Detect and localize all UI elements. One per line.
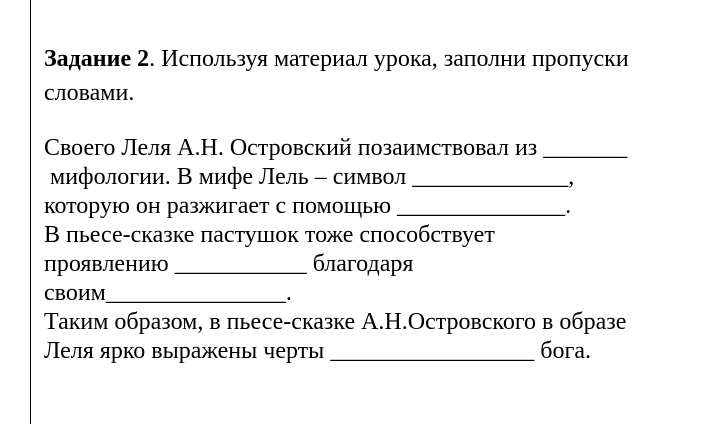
exercise-line: Своего Леля А.Н. Островский позаимствовал из _______ <box>44 135 628 161</box>
exercise-line: проявлению ___________ благодаря <box>44 251 414 277</box>
exercise-line: В пьесе-сказке пастушок тоже способствует <box>44 222 495 248</box>
exercise-text <box>44 134 704 366</box>
document-content <box>44 42 704 366</box>
page-left-border <box>30 0 31 424</box>
task-instruction: . Используя материал урока, заполни пропуски <box>149 46 629 72</box>
task-instruction-continued: словами. <box>44 80 135 106</box>
exercise-line: мифологии. В мифе Лель – символ _____________, <box>44 164 575 190</box>
task-heading <box>44 42 704 110</box>
exercise-line: Леля ярко выражены черты _________________ бога. <box>44 338 591 364</box>
exercise-line: которую он разжигает с помощью ______________. <box>44 193 572 219</box>
exercise-line: своим_______________. <box>44 280 292 306</box>
task-label: Задание 2 <box>44 46 150 72</box>
exercise-line: Таким образом, в пьесе-сказке А.Н.Островского в образе <box>44 309 627 335</box>
